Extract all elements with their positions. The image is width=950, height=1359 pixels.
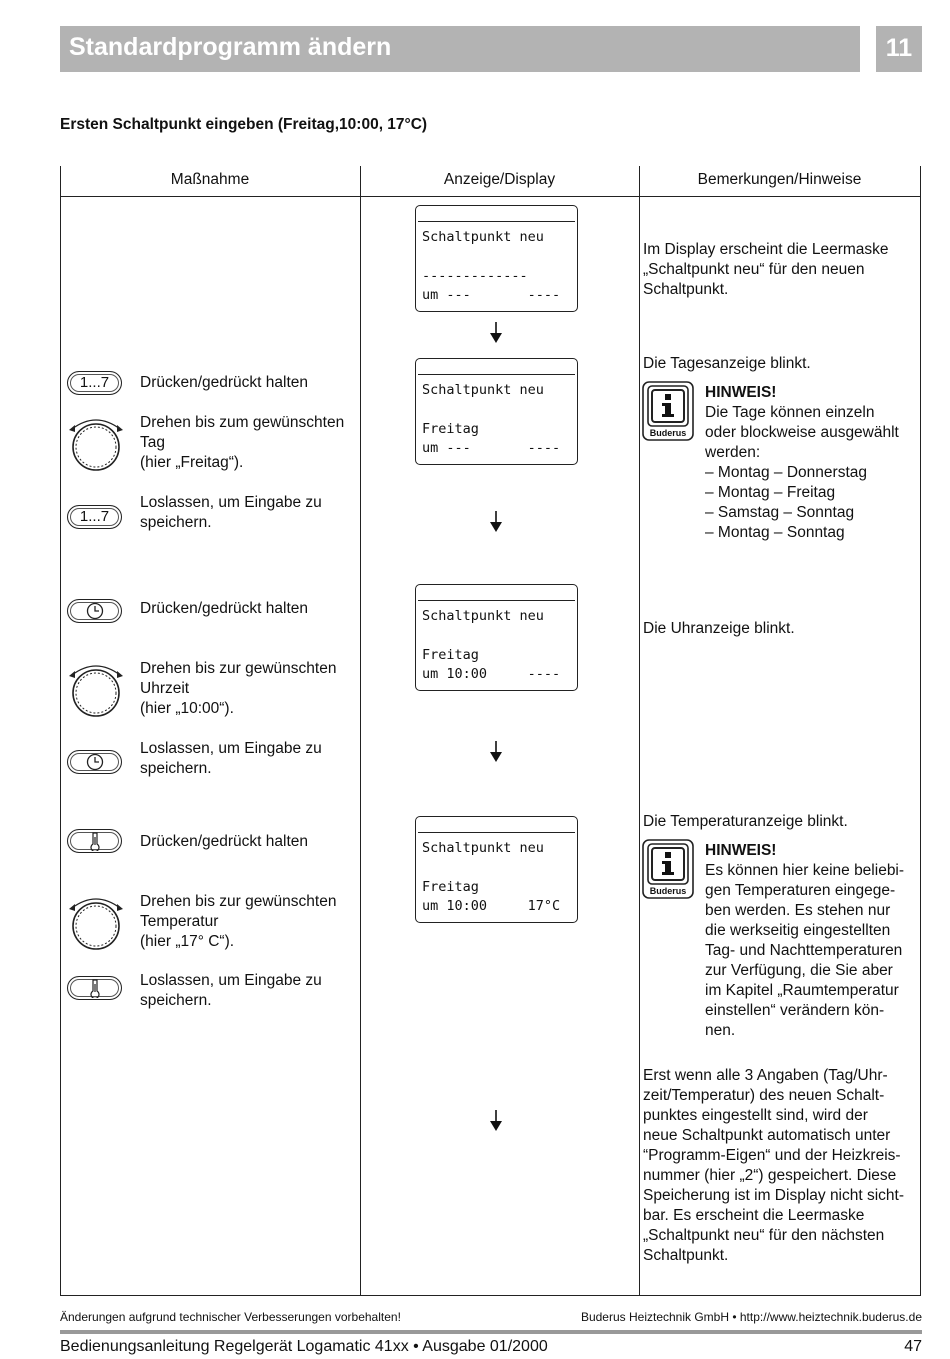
remark-line: “Programm-Eigen“ und der Heizkreis-	[643, 1147, 901, 1164]
remark-line: neue Schaltpunkt automatisch unter	[643, 1127, 891, 1144]
table-divider-1	[360, 166, 361, 1296]
column-header-display: Anzeige/Display	[443, 171, 556, 188]
note-line: – Montag – Sonntag	[705, 524, 845, 541]
note-line: nen.	[705, 1022, 736, 1039]
footer-bar	[60, 1330, 922, 1334]
arrow-down-icon	[489, 511, 503, 533]
info-note-icon	[642, 839, 694, 899]
action-text-line: (hier „10:00“).	[140, 700, 234, 717]
remark-line: nummer (hier „2“) gespeichert. Diese	[643, 1167, 897, 1184]
lcd-frame-top	[418, 208, 575, 222]
lcd-display	[415, 205, 578, 312]
thermometer-icon	[88, 978, 102, 998]
action-text-line: Loslassen, um Eingabe zu	[140, 740, 322, 757]
remark-line: „Schaltpunkt neu“ für den nächsten	[643, 1227, 885, 1244]
action-text-line: Loslassen, um Eingabe zu	[140, 972, 322, 989]
action-text-line: speichern.	[140, 514, 212, 531]
remark-line: „Schaltpunkt neu“ für den neuen	[643, 261, 865, 278]
action-text-line: Drehen bis zur gewünschten	[140, 893, 337, 910]
lcd-display	[415, 584, 578, 691]
day-button[interactable]	[67, 505, 122, 529]
note-line: ben werden. Es stehen nur	[705, 902, 891, 919]
remark-line: Schaltpunkt.	[643, 281, 729, 298]
arrow-down-icon	[489, 1110, 503, 1132]
action-release-save	[140, 971, 322, 1011]
lcd-frame-top	[418, 819, 575, 833]
lcd-line-1: Schaltpunkt neu	[422, 382, 544, 398]
action-press-hold: Drücken/gedrückt halten	[140, 833, 309, 850]
action-text-line: Temperatur	[140, 913, 219, 930]
remark-line: Schaltpunkt.	[643, 1247, 729, 1264]
day-button-label: 1...7	[79, 508, 110, 525]
footer-document-title: Bedienungsanleitung Regelgerät Logamatic 41xx • Ausgabe 01/2000	[60, 1338, 548, 1355]
note-block-days	[705, 383, 899, 543]
action-text-line: Drehen bis zur gewünschten	[140, 660, 337, 677]
lcd-frame-top	[418, 587, 575, 601]
action-text-line: Uhrzeit	[140, 680, 190, 697]
action-press-hold: Drücken/gedrückt halten	[140, 600, 309, 617]
rotary-knob-icon[interactable]	[66, 659, 126, 721]
arrow-down-icon	[489, 322, 503, 344]
day-button-label: 1...7	[79, 374, 110, 391]
lcd-line-3: Freitag	[422, 647, 479, 663]
note-line: einstellen“ verändern kön-	[705, 1002, 885, 1019]
lcd-frame-top	[418, 361, 575, 375]
note-line: – Samstag – Sonntag	[705, 504, 855, 521]
column-header-action: Maßnahme	[170, 171, 250, 188]
lcd-line-1: Schaltpunkt neu	[422, 608, 544, 624]
remark-day-blinks: Die Tagesanzeige blinkt.	[643, 355, 811, 372]
action-release-save	[140, 739, 322, 779]
chapter-number: 11	[876, 26, 922, 72]
note-title: HINWEIS!	[705, 842, 777, 859]
note-line: – Montag – Freitag	[705, 484, 836, 501]
lcd-line-3: Freitag	[422, 421, 479, 437]
note-title: HINWEIS!	[705, 384, 777, 401]
note-line: Die Tage können einzeln	[705, 404, 875, 421]
temperature-button[interactable]	[67, 976, 122, 1000]
action-text-line: (hier „17° C“).	[140, 933, 235, 950]
note-line: – Montag – Donnerstag	[705, 464, 867, 481]
footer-company: Buderus Heiztechnik GmbH • http://www.heiztechnik.buderus.de	[580, 1310, 922, 1324]
temperature-button[interactable]	[67, 829, 122, 853]
remark-line: zeit/Temperatur) des neuen Schalt-	[643, 1087, 885, 1104]
note-block-temperatures	[705, 841, 904, 1041]
lcd-line-3: Freitag	[422, 879, 479, 895]
clock-icon	[86, 753, 104, 771]
lcd-display	[415, 358, 578, 465]
table-divider-2	[639, 166, 640, 1296]
lcd-line-4: um 10:00 ----	[422, 666, 561, 682]
action-rotate-temperature	[140, 892, 336, 952]
rotary-knob-icon[interactable]	[66, 892, 126, 954]
note-line: oder blockweise ausgewählt	[705, 424, 899, 441]
clock-button[interactable]	[67, 599, 122, 623]
remark-line: punktes eingestellt sind, wird der	[643, 1107, 868, 1124]
remark-line: bar. Es erscheint die Leermaske	[643, 1207, 865, 1224]
remark-saving-info	[643, 1066, 904, 1266]
remark-time-blinks: Die Uhranzeige blinkt.	[643, 620, 795, 637]
thermometer-icon	[88, 831, 102, 851]
lcd-line-4: um --- ----	[422, 287, 561, 303]
footer-disclaimer: Änderungen aufgrund technischer Verbesserungen vorbehalten!	[60, 1310, 401, 1324]
arrow-down-icon	[489, 741, 503, 763]
lcd-line-4: um --- ----	[422, 440, 561, 456]
action-text-line: (hier „Freitag“).	[140, 454, 244, 471]
table-header-rule	[60, 196, 921, 197]
lcd-line-3: -------------	[422, 268, 528, 284]
action-release-save	[140, 493, 322, 533]
remark-line: Erst wenn alle 3 Angaben (Tag/Uhr-	[643, 1067, 888, 1084]
rotary-knob-icon[interactable]	[66, 413, 126, 475]
table-border-right	[920, 166, 921, 1296]
lcd-display	[415, 816, 578, 923]
table-bottom-rule	[60, 1295, 921, 1296]
action-press-hold: Drücken/gedrückt halten	[140, 374, 309, 391]
info-note-icon	[642, 381, 694, 441]
clock-icon	[86, 602, 104, 620]
action-text-line: Drehen bis zum gewünschten	[140, 414, 345, 431]
buderus-logo-text: Buderus	[649, 886, 687, 896]
note-line: Tag- und Nachttemperaturen	[705, 942, 903, 959]
note-line: werden:	[705, 444, 761, 461]
action-text-line: speichern.	[140, 992, 212, 1009]
clock-button[interactable]	[67, 750, 122, 774]
section-title: Ersten Schaltpunkt eingeben (Freitag,10:00, 17°C)	[60, 116, 428, 133]
action-text-line: speichern.	[140, 760, 212, 777]
lcd-line-1: Schaltpunkt neu	[422, 229, 544, 245]
day-button[interactable]	[67, 371, 122, 395]
page-title: Standardprogramm ändern	[69, 33, 392, 61]
note-line: Es können hier keine beliebi-	[705, 862, 905, 879]
note-line: gen Temperaturen eingege-	[705, 882, 896, 899]
note-line: die werkseitig eingestellten	[705, 922, 891, 939]
remark-line: Speicherung ist im Display nicht sicht-	[643, 1187, 905, 1204]
buderus-logo-text: Buderus	[649, 428, 687, 438]
note-line: zur Verfügung, die Sie aber	[705, 962, 893, 979]
lcd-line-4: um 10:00 17°C	[422, 898, 561, 914]
remark-line: Im Display erscheint die Leermaske	[643, 241, 889, 258]
table-border-left	[60, 166, 61, 1296]
action-rotate-day	[140, 413, 344, 473]
action-text-line: Loslassen, um Eingabe zu	[140, 494, 322, 511]
lcd-line-1: Schaltpunkt neu	[422, 840, 544, 856]
page-number: 47	[904, 1338, 922, 1355]
remark-temperature-blinks: Die Temperaturanzeige blinkt.	[643, 813, 848, 830]
remark-empty-mask	[643, 240, 889, 300]
note-line: im Kapitel „Raumtemperatur	[705, 982, 899, 999]
column-header-remarks: Bemerkungen/Hinweise	[697, 171, 862, 188]
action-rotate-time	[140, 659, 336, 719]
action-text-line: Tag	[140, 434, 165, 451]
